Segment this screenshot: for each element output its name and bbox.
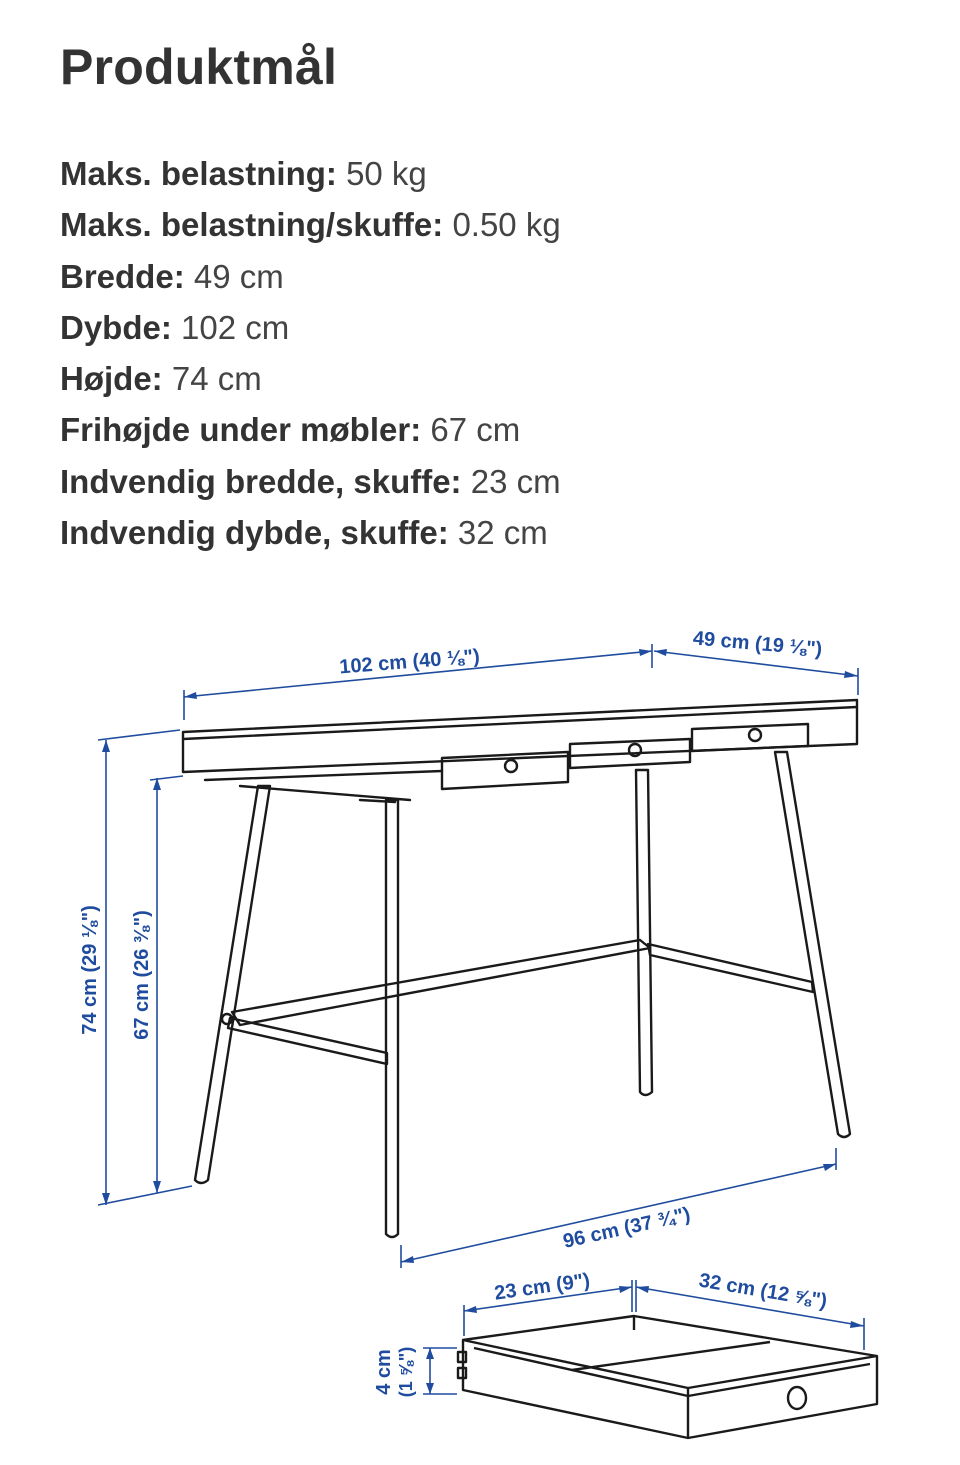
arrow-head — [654, 649, 667, 656]
desk-stretcher — [228, 1018, 387, 1064]
spec-label: Indvendig dybde, skuffe: — [60, 514, 449, 552]
spec-value: 67 cm — [430, 411, 521, 449]
drawer-inner-line — [688, 1364, 870, 1396]
desk-leg-back-left — [195, 786, 270, 1183]
spec-value: 23 cm — [470, 462, 561, 500]
spec-value: 50 kg — [346, 155, 427, 192]
desk-leg-front-right — [775, 752, 850, 1137]
page-title: Produktmål — [60, 39, 338, 95]
spec-label: Højde: — [60, 360, 163, 398]
desk-stretcher — [232, 940, 650, 1025]
drawer-inner-line — [572, 1342, 770, 1370]
desk-illustration — [183, 700, 857, 1237]
dim-label-height: 74 cm (29 ⅛") — [79, 905, 101, 1035]
drawer-knob-icon — [788, 1387, 806, 1409]
drawer-top-edge — [463, 1340, 688, 1388]
spec-label: Dybde: — [60, 308, 172, 346]
desk-apron-line — [205, 771, 442, 780]
desk-stretcher — [648, 944, 813, 992]
desk-leg-front-left — [386, 800, 398, 1237]
spec-label: Bredde: — [60, 257, 185, 295]
drawer-top-edge — [688, 1356, 877, 1388]
dim-tick — [98, 1186, 192, 1205]
spec-value: 74 cm — [171, 360, 262, 398]
desk-top-edge — [183, 707, 857, 739]
drawer-illustration — [458, 1316, 877, 1438]
arrow-head — [153, 1181, 161, 1193]
dim-label-drawer-height: 4 cm — [373, 1349, 395, 1395]
spec-label: Indvendig bredde, skuffe: — [60, 462, 462, 500]
arrow-head — [401, 1256, 414, 1263]
dim-label-clearance: 67 cm (26 ⅜") — [131, 910, 153, 1040]
drawer-knob-icon — [505, 760, 517, 772]
spec-value: 102 cm — [181, 308, 290, 346]
dim-tick — [98, 730, 180, 740]
arrow-head — [426, 1383, 434, 1394]
dim-label-drawer-height-inch: (1 ⅝") — [396, 1346, 416, 1398]
arrow-head — [464, 1306, 477, 1313]
spec-label: Maks. belastning: — [60, 155, 337, 192]
dim-tick — [150, 776, 183, 780]
arrow-head — [619, 1286, 632, 1293]
dim-label-drawer-width: 23 cm (9") — [493, 1269, 592, 1305]
drawer-inner-line — [474, 1348, 688, 1396]
arrow-head — [850, 1321, 864, 1328]
dim-label-length: 102 cm (40 ⅛") — [338, 645, 481, 679]
dim-label-leg-span: 96 cm (37 ¾") — [561, 1203, 693, 1253]
arrow-head — [636, 1286, 649, 1293]
arrow-head — [102, 740, 110, 752]
desk-bracket — [240, 786, 410, 800]
arrow-head — [184, 692, 197, 699]
spec-value: 49 cm — [193, 257, 284, 295]
spec-value: 0.50 kg — [452, 206, 561, 244]
drawer-box — [463, 1316, 877, 1438]
dim-label-drawer-depth: 32 cm (12 ⅝") — [697, 1269, 829, 1313]
arrow-head — [823, 1164, 836, 1171]
drawer-knob-icon — [749, 729, 761, 741]
arrow-head — [639, 649, 652, 656]
spec-label: Frihøjde under møbler: — [60, 411, 422, 449]
desk-leg-back-right — [636, 770, 652, 1095]
spec-label: Maks. belastning/skuffe: — [60, 206, 444, 244]
spec-value: 32 cm — [457, 514, 548, 552]
dim-line-leg-span — [401, 1164, 836, 1262]
arrow-head — [426, 1348, 434, 1359]
arrow-head — [844, 671, 858, 678]
dim-label-width: 49 cm (19 ⅛") — [692, 627, 824, 661]
